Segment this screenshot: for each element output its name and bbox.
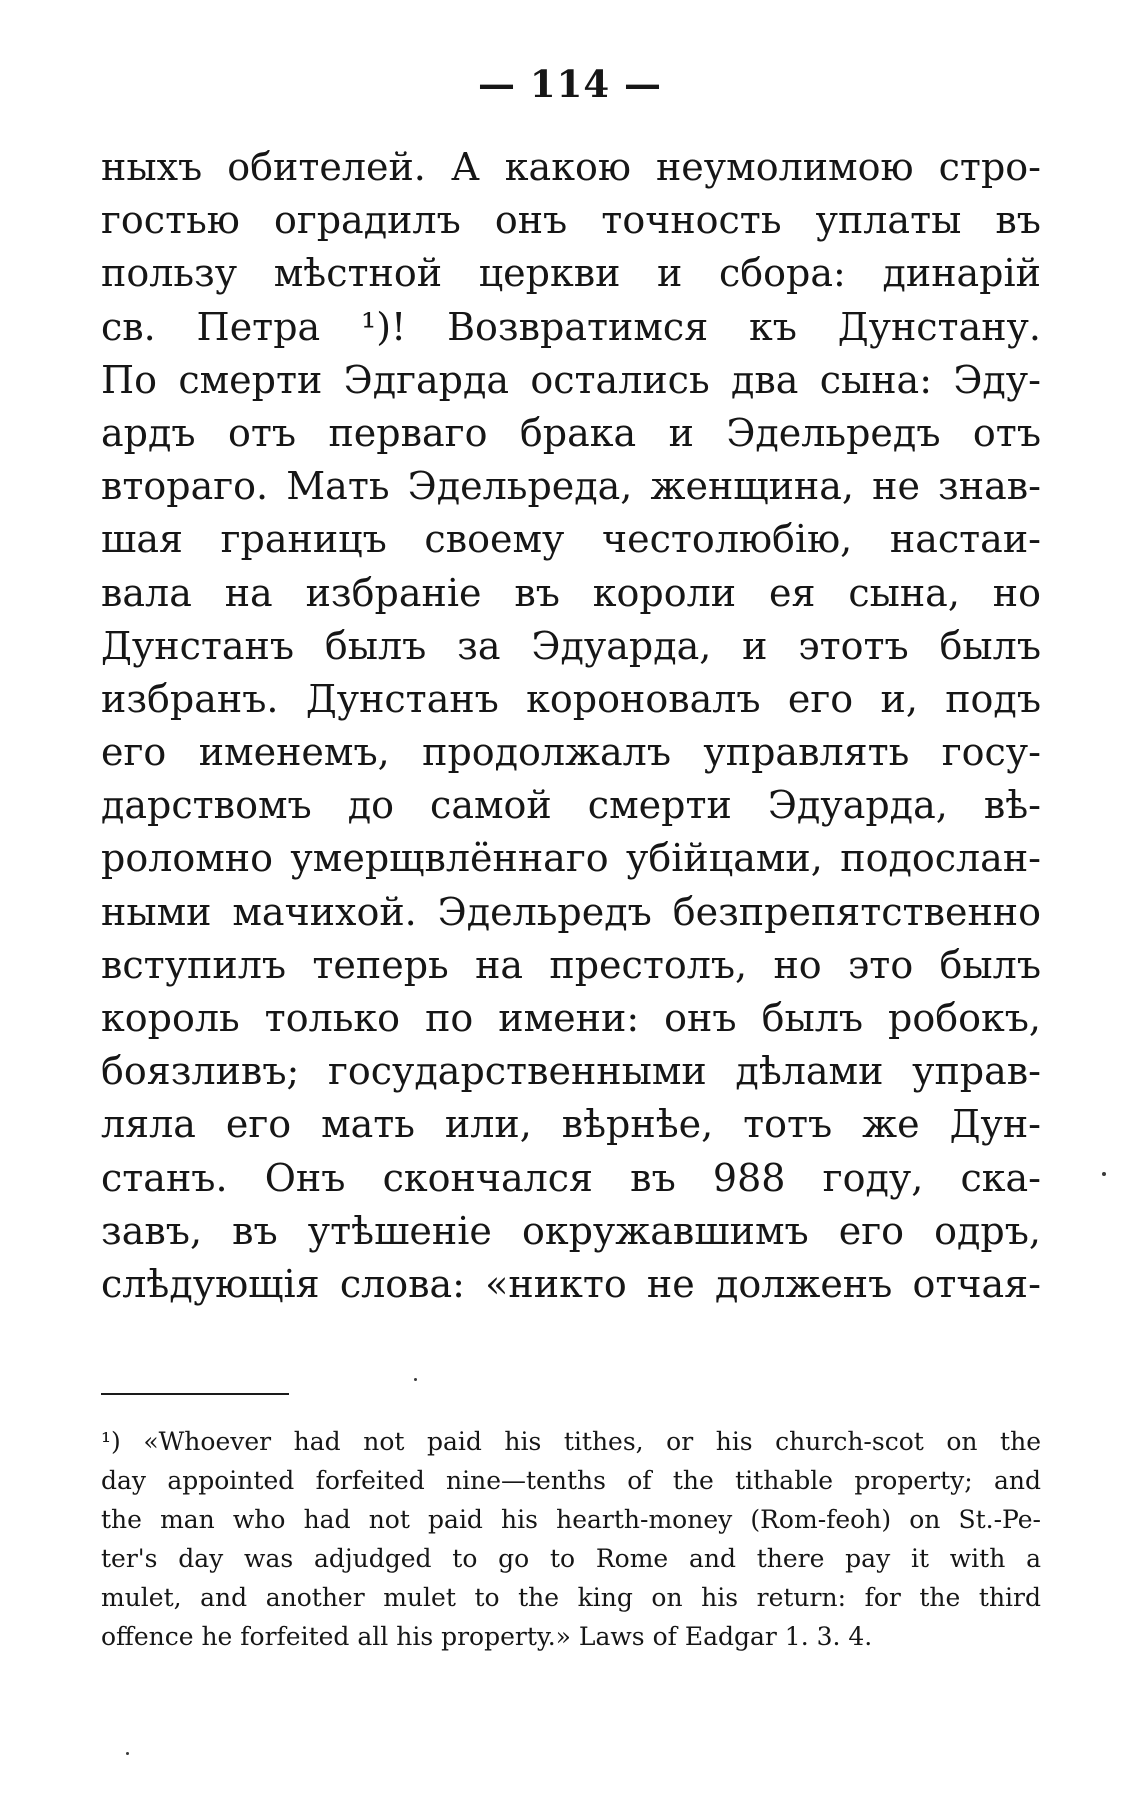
page-number: — 114 — [478, 62, 662, 106]
text-line: роломно умерщвлённаго убійцами, подослан- [101, 836, 1041, 881]
text-line: завъ, въ утѣшеніе окружавшимъ его одръ, [101, 1208, 1041, 1253]
text-line: станъ. Онъ скончался въ 988 году, ска- [101, 1155, 1041, 1200]
text-line: пользу мѣстной церкви и сбора: динарій [101, 251, 1041, 296]
scan-speck [126, 1752, 129, 1755]
text-line: ляла его мать или, вѣрнѣе, тотъ же Дун- [101, 1102, 1041, 1147]
text-line: втораго. Мать Эдельреда, женщина, не знав- [101, 464, 1041, 509]
text-line: дарствомъ до самой смерти Эдуарда, вѣ- [101, 783, 1041, 828]
text-line: король только по имени: онъ былъ робокъ, [101, 996, 1041, 1040]
text-line: Дунстанъ былъ за Эдуарда, и этотъ былъ [101, 623, 1041, 668]
footnote-line: ¹) «Whoever had not paid his tithes, or his church-scot on the [101, 1427, 1041, 1456]
text-line: св. Петра ¹)! Возвратимся къ Дунстану. [101, 304, 1041, 349]
footnote-line: offence he forfeited all his property.» Laws of Eadgar 1. 3. 4. [101, 1622, 873, 1651]
footnote-line: day appointed forfeited nine—tenths of the tithable property; and [101, 1466, 1041, 1495]
footnote-line: ter's day was adjudged to go to Rome and there pay it with a [101, 1544, 1041, 1573]
footnote [101, 1422, 1041, 1656]
text-line: боязливъ; государственными дѣлами управ- [101, 1049, 1041, 1094]
text-line: вступилъ теперь на престолъ, но это былъ [101, 942, 1041, 987]
text-line: гостью оградилъ онъ точность уплаты въ [101, 198, 1041, 243]
text-line: слѣдующія слова: «никто не долженъ отчая- [101, 1261, 1041, 1306]
body-text [101, 141, 1041, 1311]
text-line: его именемъ, продолжалъ управлять госу- [101, 730, 1041, 775]
text-line: ардъ отъ перваго брака и Эдельредъ отъ [101, 410, 1041, 455]
footnote-line: mulet, and another mulet to the king on his return: for the third [101, 1583, 1041, 1612]
scan-speck [414, 1378, 417, 1381]
text-line: избранъ. Дунстанъ короновалъ его и, подъ [101, 676, 1041, 721]
text-line: ными мачихой. Эдельредъ безпрепятственно [101, 889, 1041, 934]
text-line: По смерти Эдгарда остались два сына: Эду- [101, 357, 1041, 402]
text-line: ныхъ обителей. А какою неумолимою стро- [101, 145, 1041, 189]
scan-speck [1102, 1172, 1106, 1176]
text-line: вала на избраніе въ короли ея сына, но [101, 570, 1041, 615]
footnote-line: the man who had not paid his hearth-money (Rom-feoh) on St.-Pe- [101, 1505, 1041, 1534]
text-line: шая границъ своему честолюбію, настаи- [101, 517, 1041, 562]
footnote-divider [101, 1393, 289, 1395]
